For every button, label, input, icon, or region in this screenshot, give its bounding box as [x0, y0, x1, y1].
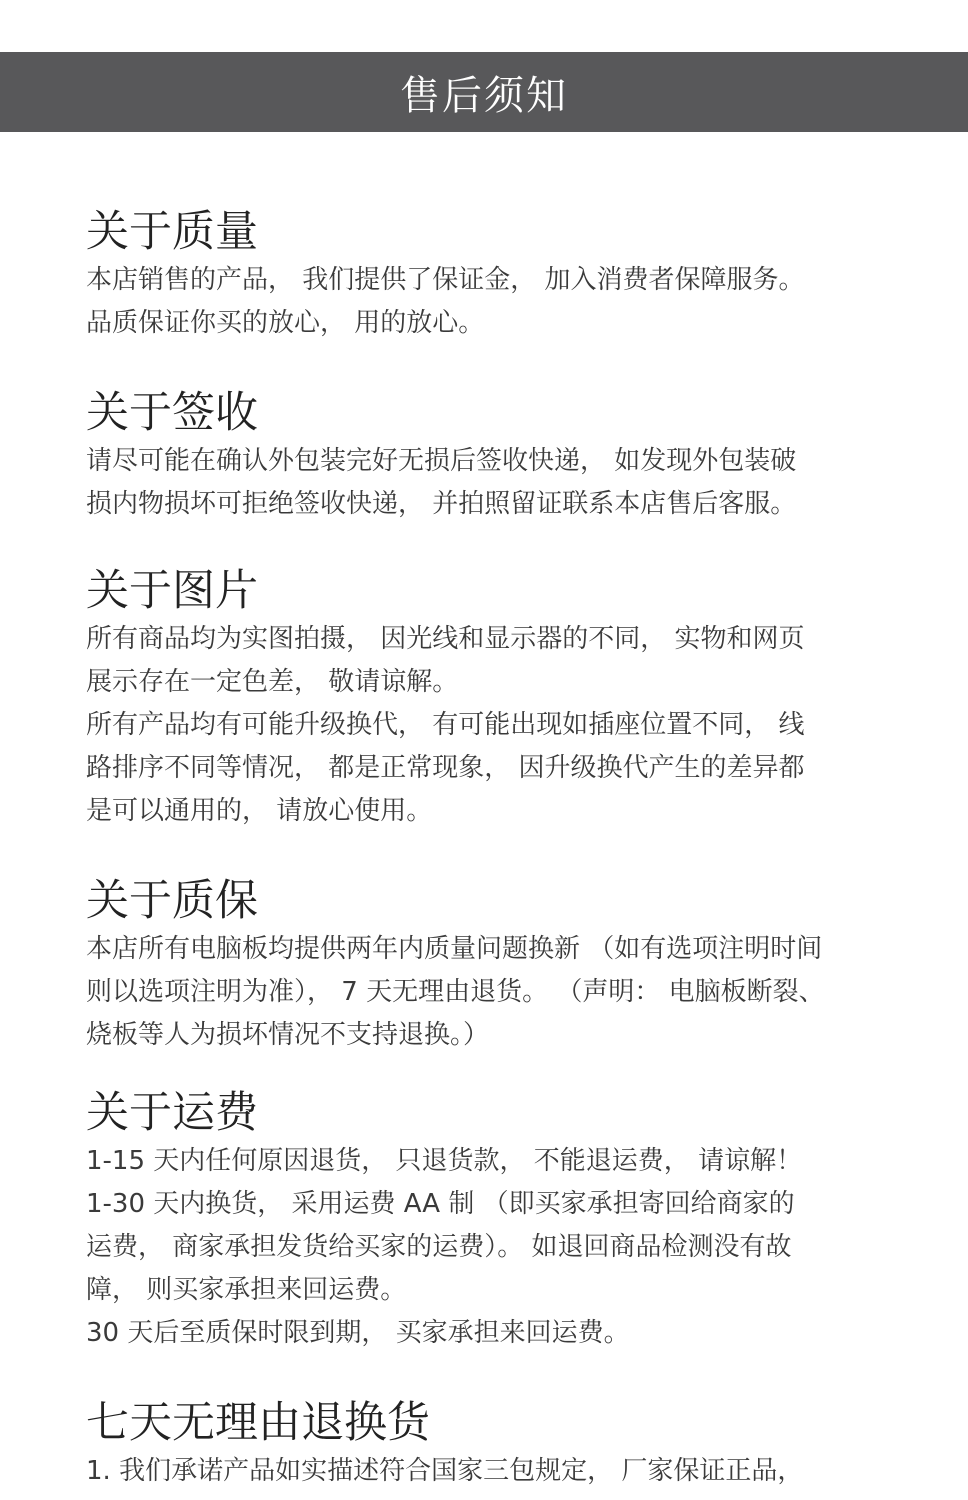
- body-line: 本店销售的产品， 我们提供了保证金， 加入消费者保障服务。: [86, 265, 805, 295]
- section-images: [86, 564, 926, 833]
- section-seven-day-return: [86, 1396, 926, 1493]
- body-line: 请尽可能在确认外包装完好无损后签收快递， 如发现外包装破: [86, 446, 797, 476]
- section-body-shipping: [86, 1140, 926, 1355]
- body-line: 烧板等人为损坏情况不支持退换。）: [86, 1020, 490, 1050]
- body-line: 路排序不同等情况， 都是正常现象， 因升级换代产生的差异都: [86, 753, 805, 783]
- section-title-seven-day-return: 七天无理由退换货: [86, 1398, 430, 1448]
- body-line: 本店所有电脑板均提供两年内质量问题换新 （如有选项注明时间: [86, 934, 823, 964]
- body-line: 损内物损坏可拒绝签收快递， 并拍照留证联系本店售后客服。: [86, 489, 797, 519]
- body-line: 障， 则买家承担来回运费。: [86, 1275, 407, 1305]
- body-line: 所有商品均为实图拍摄， 因光线和显示器的不同， 实物和网页: [86, 624, 805, 654]
- body-line: 30 天后至质保时限到期， 买家承担来回运费。: [86, 1318, 630, 1348]
- section-title-quality: 关于质量: [86, 207, 258, 257]
- section-title-receipt: 关于签收: [86, 388, 258, 438]
- section-receipt: [86, 386, 926, 526]
- body-line: 1. 我们承诺产品如实描述符合国家三包规定， 厂家保证正品，: [86, 1456, 804, 1486]
- body-line: 则以选项注明为准）， 7 天无理由退货。 （声明： 电脑板断裂、: [86, 977, 825, 1007]
- section-body-warranty: [86, 928, 926, 1057]
- section-body-images: [86, 618, 926, 833]
- section-quality: [86, 205, 926, 345]
- section-body-seven-day-return: [86, 1450, 926, 1493]
- section-body-quality: [86, 259, 926, 345]
- body-line: 运费， 商家承担发货给买家的运费）。 如退回商品检测没有故: [86, 1232, 792, 1262]
- body-line: 品质保证你买的放心， 用的放心。: [86, 308, 485, 338]
- body-line: 1-30 天内换货， 采用运费 AA 制 （即买家承担寄回给商家的: [86, 1189, 795, 1219]
- page-title: 售后须知: [400, 72, 568, 119]
- body-line: 所有产品均有可能升级换代， 有可能出现如插座位置不同， 线: [86, 710, 805, 740]
- section-title-shipping: 关于运费: [86, 1088, 258, 1138]
- section-title-images: 关于图片: [86, 566, 258, 616]
- section-warranty: [86, 874, 926, 1057]
- body-line: 是可以通用的， 请放心使用。: [86, 796, 433, 826]
- section-shipping: [86, 1086, 926, 1355]
- body-line: 展示存在一定色差， 敬请谅解。: [86, 667, 459, 697]
- section-body-receipt: [86, 440, 926, 526]
- body-line: 1-15 天内任何原因退货， 只退货款， 不能退运费， 请谅解！: [86, 1146, 803, 1176]
- header-banner: [0, 52, 968, 132]
- section-title-warranty: 关于质保: [86, 876, 258, 926]
